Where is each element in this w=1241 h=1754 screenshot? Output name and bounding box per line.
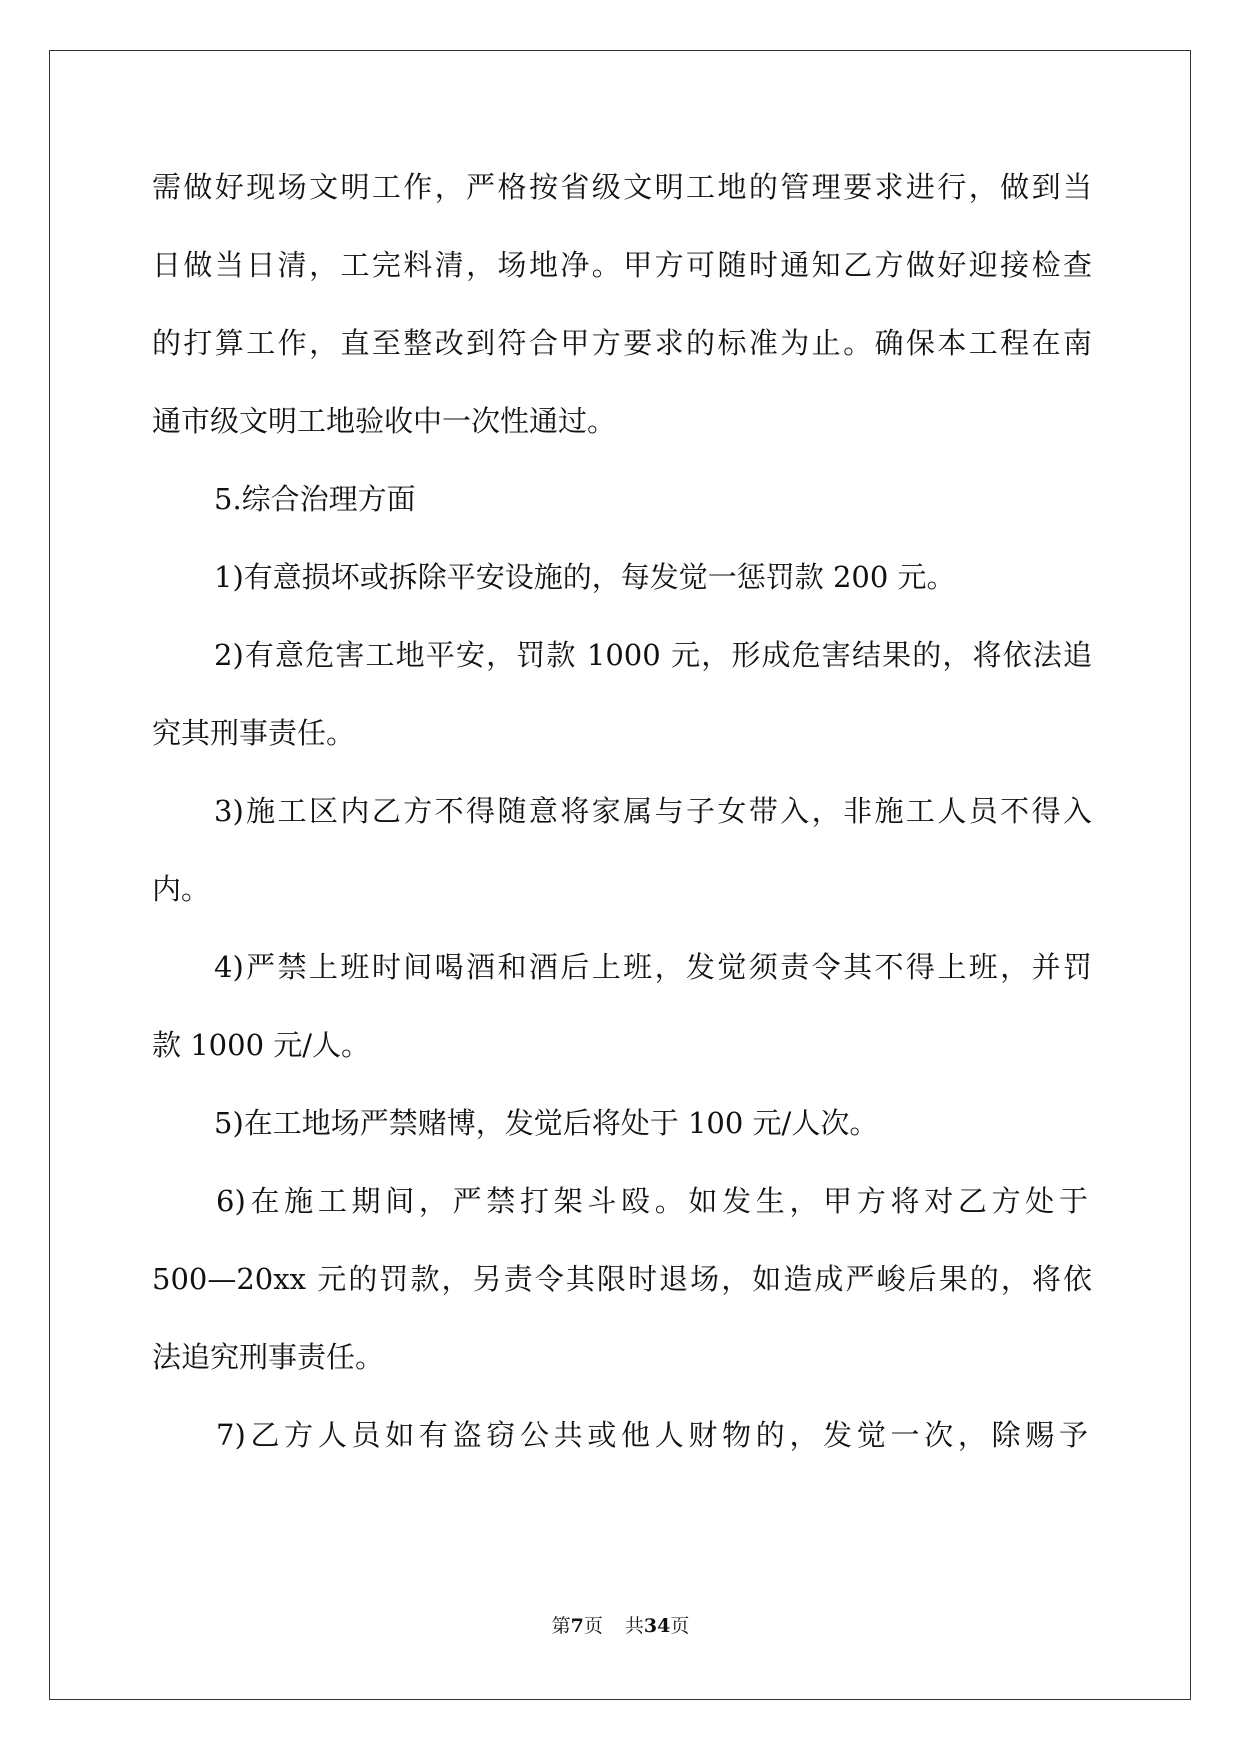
list-item: 7)乙方人员如有盗窃公共或他人财物的，发觉一次，除赐予 <box>216 1418 1088 1452</box>
list-item: 1)有意损坏或拆除平安设施的，每发觉一惩罚款 200 元。 <box>214 560 956 594</box>
page-current: 7 <box>570 1615 584 1637</box>
section-heading: 5.综合治理方面 <box>214 482 416 516</box>
page-footer <box>0 1614 1241 1638</box>
text-line: 需做好现场文明工作，严格按省级文明工地的管理要求进行，做到当 <box>152 170 1092 204</box>
text-line: 500—20xx 元的罚款，另责令其限时退场，如造成严峻后果的，将依 <box>152 1262 1092 1296</box>
text-line: 法追究刑事责任。 <box>152 1340 385 1374</box>
list-item: 3)施工区内乙方不得随意将家属与子女带入，非施工人员不得入 <box>214 794 1092 828</box>
text-line: 通市级文明工地验收中一次性通过。 <box>152 404 617 438</box>
list-item: 2)有意危害工地平安，罚款 1000 元，形成危害结果的，将依法追 <box>214 638 1092 672</box>
list-item: 4)严禁上班时间喝酒和酒后上班，发觉须责令其不得上班，并罚 <box>214 950 1092 984</box>
page-suffix: 页 <box>583 1615 603 1637</box>
page-prefix: 第 <box>551 1615 571 1637</box>
text-line: 日做当日清，工完料清，场地净。甲方可随时通知乙方做好迎接检查 <box>152 248 1092 282</box>
list-item: 5)在工地场严禁赌博，发觉后将处于 100 元/人次。 <box>214 1106 879 1140</box>
list-item: 6)在施工期间，严禁打架斗殴。如发生，甲方将对乙方处于 <box>216 1184 1088 1218</box>
page-total: 34 <box>643 1615 671 1637</box>
text-line: 款 1000 元/人。 <box>152 1028 371 1062</box>
text-line: 内。 <box>152 872 211 906</box>
total-prefix: 共 <box>624 1615 644 1637</box>
text-line: 的打算工作，直至整改到符合甲方要求的标准为止。确保本工程在南 <box>152 326 1092 360</box>
text-line: 究其刑事责任。 <box>152 716 356 750</box>
total-suffix: 页 <box>670 1615 690 1637</box>
